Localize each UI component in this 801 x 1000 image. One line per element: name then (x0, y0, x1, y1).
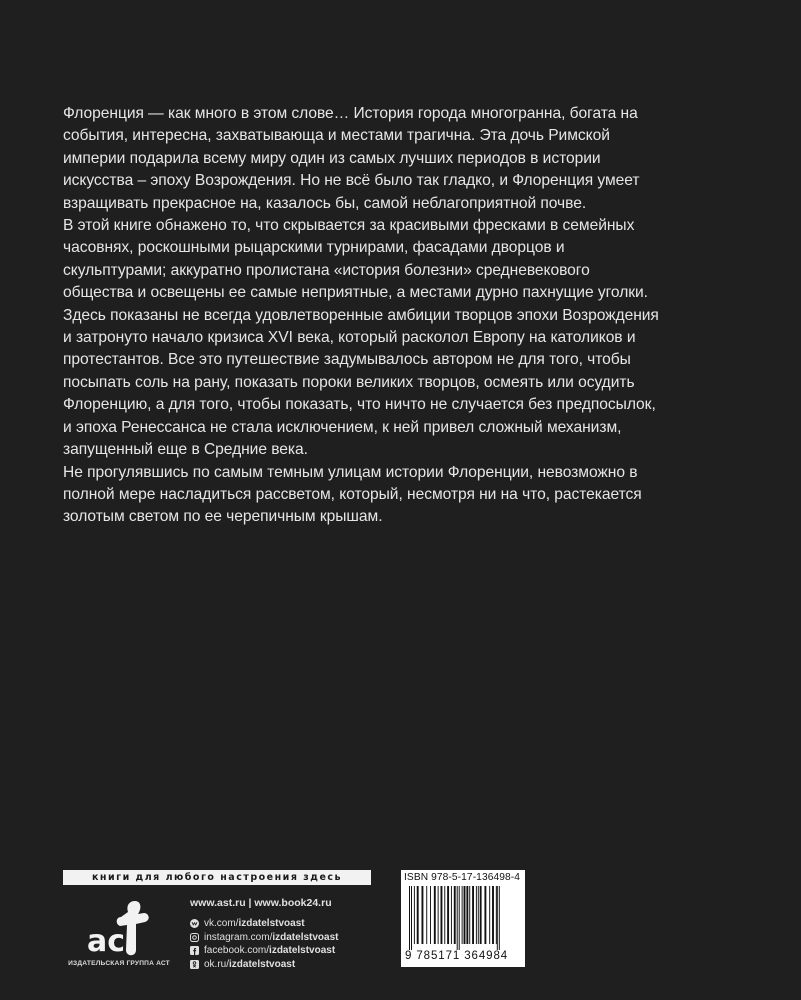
isbn-number: ISBN 978-5-17-136498-4 (404, 872, 521, 883)
ast-logo-icon (63, 895, 173, 970)
logo-caption: ИЗДАТЕЛЬСКАЯ ГРУППА АСТ (68, 960, 170, 967)
logo-wordmark: ac (87, 924, 126, 959)
social-link-vk[interactable] (190, 917, 380, 930)
facebook-icon (190, 946, 199, 955)
publisher-links (190, 897, 380, 971)
social-link-odnoklassniki[interactable] (190, 958, 380, 971)
isbn-barcode (401, 870, 525, 967)
social-handle: izdatelstvoast (272, 931, 339, 943)
social-prefix: facebook.com/ (204, 945, 270, 956)
blurb-paragraph-2: В этой книге обнажено то, что скрывается за красивыми фресками в семейных часовнях, роскошными рыцарскими турнирами, фасадами дворцов и скульптурами; аккуратно пролистана «история болезни» средневекового общества и освещены ее самые неприятные, а местами дурно пахнущие уголки. Здесь показаны не всегда удовлетворенные амбиции творцов эпохи Возрождения и затронуто начало кризиса XVI века, который расколол Европу на католиков и протестантов. Все это путешествие задумывалось автором не для того, чтобы посыпать соль на рану, показать пороки великих творцов, осмеять или осудить Флоренцию, а для того, чтобы показать, что ничто не случается без предпосылок, и эпоха Ренессанса не стала исключением, к ней привел сложный механизм, запущенный еще в Средние века. (63, 217, 659, 459)
ean-digits: 9 785171 364984 (405, 950, 509, 962)
social-prefix: instagram.com/ (204, 931, 273, 943)
publisher-tagline: книги для любого настроения здесь (63, 870, 371, 885)
barcode-bars-icon (409, 886, 519, 950)
social-handle: izdatelstvoast (229, 958, 296, 970)
social-link-facebook[interactable] (190, 944, 380, 957)
blurb-paragraph-3: Не прогулявшись по самым темным улицам истории Флоренции, невозможно в полной мере насладиться рассветом, который, несмотря ни на что, растекается золотым светом по ее черепичным крышам. (63, 463, 642, 526)
odnoklassniki-icon (190, 960, 199, 969)
social-handle: izdatelstvoast (269, 945, 336, 956)
blurb-paragraph-1: Флоренция — как много в этом слове… История города многогранна, богата на события, интересна, захватывающа и местами трагична. Эта дочь Римской империи подарила всему миру один из самых лучших периодов в истории искусства – эпоху Возрождения. Но не всё было так гладко, и Флоренция умеет взращивать прекрасное на, казалось бы, самой неблагоприятной почве. (63, 105, 640, 212)
social-handle: izdatelstvoast (238, 918, 305, 929)
social-prefix: vk.com/ (204, 918, 239, 929)
blurb-text (63, 103, 743, 529)
social-prefix: ok.ru/ (204, 958, 230, 970)
vk-icon (190, 919, 199, 928)
social-link-instagram[interactable] (190, 931, 380, 944)
instagram-icon (190, 933, 199, 942)
publisher-sites[interactable]: www.ast.ru | www.book24.ru (190, 897, 332, 909)
